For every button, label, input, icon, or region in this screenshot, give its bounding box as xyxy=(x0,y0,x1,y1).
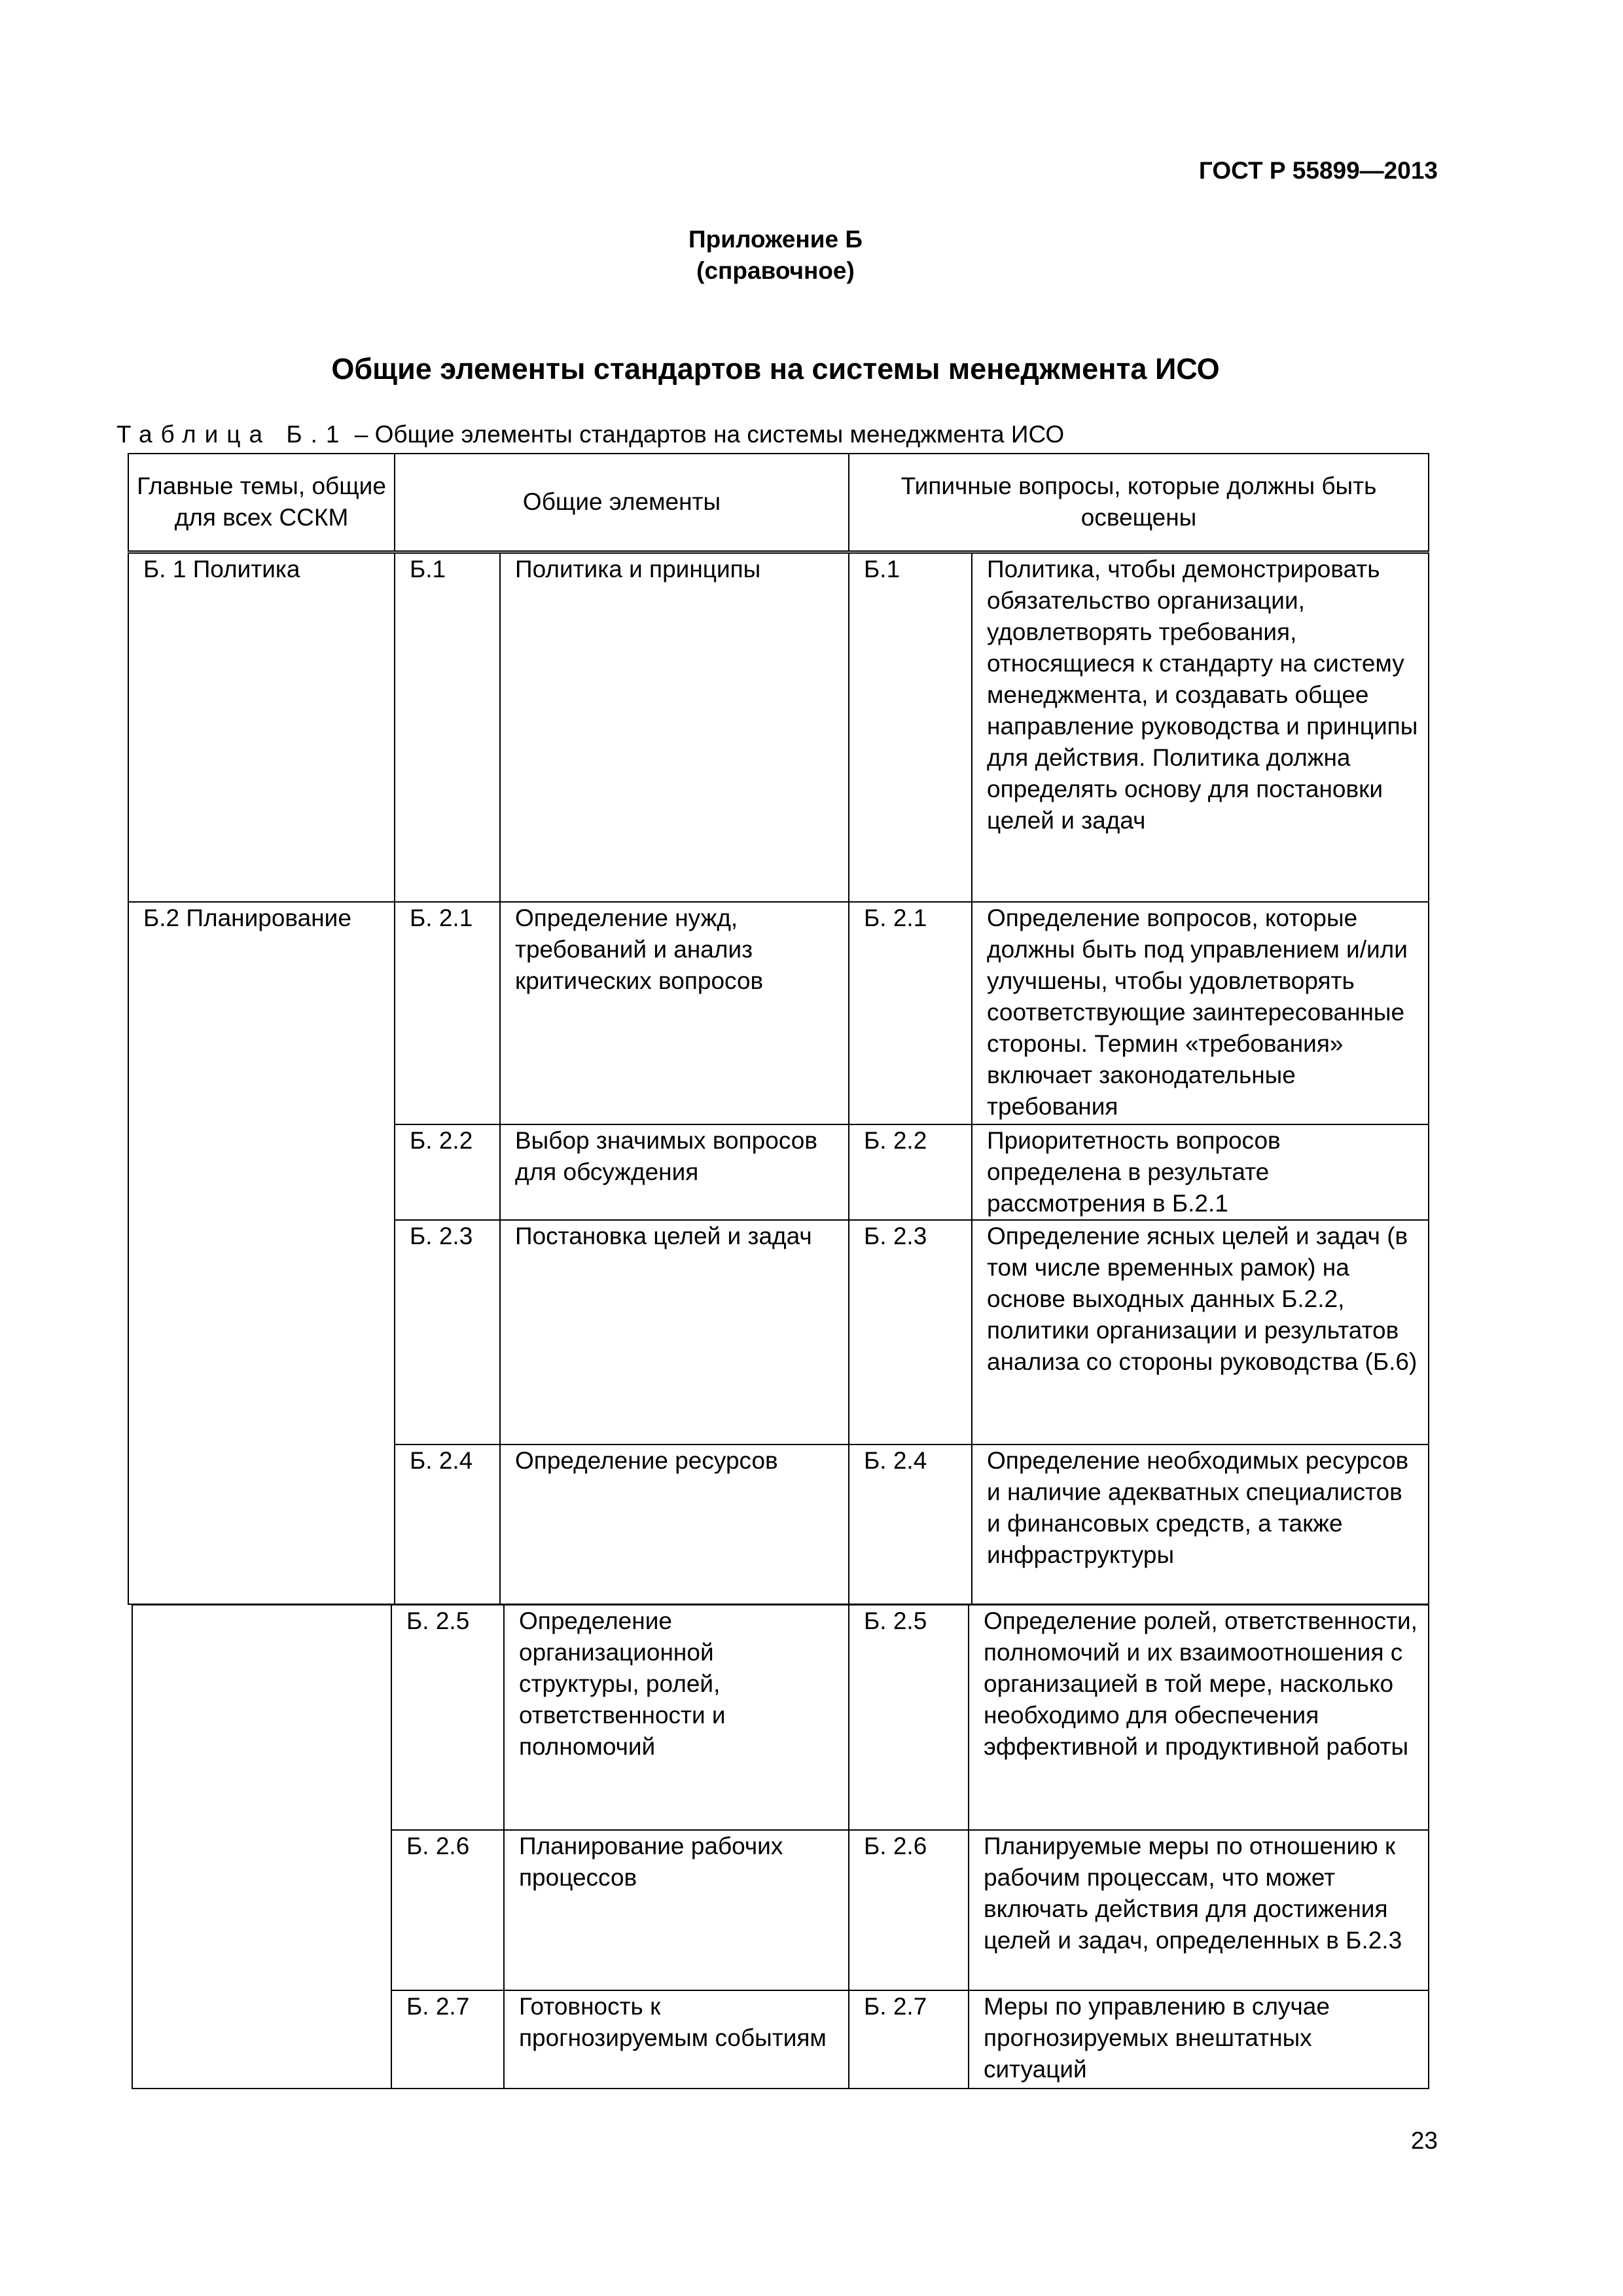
annex-title: Приложение Б xyxy=(688,226,863,253)
table-caption-label: Таблица Б.1 xyxy=(116,421,348,448)
table-row xyxy=(132,1605,1429,1830)
question-code: Б. 2.1 xyxy=(849,902,972,1124)
question-text: Политика, чтобы демонстрировать обязательство организации, удовлетворять требования, относящиеся к стандарту на систему менеджмента, и создавать общее направление руководства и принципы для действия. Политика должна определять основу для постановки целей и задач xyxy=(972,552,1429,902)
element-name: Постановка целей и задач xyxy=(500,1220,849,1444)
table-part-1 xyxy=(128,453,1429,1605)
element-code: Б. 2.4 xyxy=(395,1444,500,1604)
page-number: 23 xyxy=(1410,2127,1438,2154)
question-text: Меры по управлению в случае прогнозируемых внештатных ситуаций xyxy=(969,1990,1429,2089)
element-name: Выбор значимых вопросов для обсуждения xyxy=(500,1124,849,1220)
element-code: Б. 2.3 xyxy=(395,1220,500,1444)
question-code: Б. 2.6 xyxy=(849,1830,969,1990)
element-code: Б. 2.1 xyxy=(395,902,500,1124)
theme-cell: Б. 1 Политика xyxy=(128,552,395,902)
element-name: Планирование рабочих процессов xyxy=(504,1830,849,1990)
element-code: Б. 2.5 xyxy=(391,1605,504,1830)
question-code: Б. 2.7 xyxy=(849,1990,969,2089)
table-part-2 xyxy=(132,1604,1429,2089)
header-themes: Главные темы, общие для всех ССКМ xyxy=(128,454,395,552)
question-text: Приоритетность вопросов определена в результате рассмотрения в Б.2.1 xyxy=(972,1124,1429,1220)
table-row xyxy=(128,552,1429,902)
question-code: Б. 2.3 xyxy=(849,1220,972,1444)
header-questions: Типичные вопросы, которые должны быть освещены xyxy=(849,454,1429,552)
table-caption-text: – Общие элементы стандартов на системы менеджмента ИСО xyxy=(348,421,1065,448)
annex-heading xyxy=(0,224,1551,287)
element-name: Определение нужд, требований и анализ критических вопросов xyxy=(500,902,849,1124)
theme-cell: Б.2 Планирование xyxy=(128,902,395,1604)
table-header-row xyxy=(128,454,1429,552)
question-code: Б. 2.5 xyxy=(849,1605,969,1830)
question-text: Определение необходимых ресурсов и наличие адекватных специалистов и финансовых средств, а также инфраструктуры xyxy=(972,1444,1429,1604)
question-text: Планируемые меры по отношению к рабочим процессам, что может включать действия для достижения целей и задач, определенных в Б.2.3 xyxy=(969,1830,1429,1990)
question-text: Определение ясных целей и задач (в том числе временных рамок) на основе выходных данных Б.2.2, политики организации и результатов анализа со стороны руководства (Б.6) xyxy=(972,1220,1429,1444)
question-code: Б. 2.2 xyxy=(849,1124,972,1220)
element-code: Б. 2.6 xyxy=(391,1830,504,1990)
element-name: Политика и принципы xyxy=(500,552,849,902)
annex-subtitle: (справочное) xyxy=(696,257,855,284)
table-caption xyxy=(116,421,1064,448)
question-text: Определение ролей, ответственности, полномочий и их взаимоотношения с организацией в той мере, насколько необходимо для обеспечения эффективной и продуктивной работы xyxy=(969,1605,1429,1830)
question-code: Б. 2.4 xyxy=(849,1444,972,1604)
question-code: Б.1 xyxy=(849,552,972,902)
document-code: ГОСТ Р 55899—2013 xyxy=(1198,157,1438,184)
element-code: Б.1 xyxy=(395,552,500,902)
theme-cell xyxy=(132,1605,391,2089)
element-code: Б. 2.7 xyxy=(391,1990,504,2089)
element-name: Определение ресурсов xyxy=(500,1444,849,1604)
header-elements: Общие элементы xyxy=(395,454,849,552)
table-row xyxy=(128,902,1429,1124)
element-code: Б. 2.2 xyxy=(395,1124,500,1220)
question-text: Определение вопросов, которые должны быть под управлением и/или улучшены, чтобы удовлетворять соответствующие заинтересованные стороны. Термин «требования» включает законодательные требования xyxy=(972,902,1429,1124)
element-name: Определение организационной структуры, ролей, ответственности и полномочий xyxy=(504,1605,849,1830)
page-title: Общие элементы стандартов на системы менеджмента ИСО xyxy=(331,352,1220,386)
element-name: Готовность к прогнозируемым событиям xyxy=(504,1990,849,2089)
